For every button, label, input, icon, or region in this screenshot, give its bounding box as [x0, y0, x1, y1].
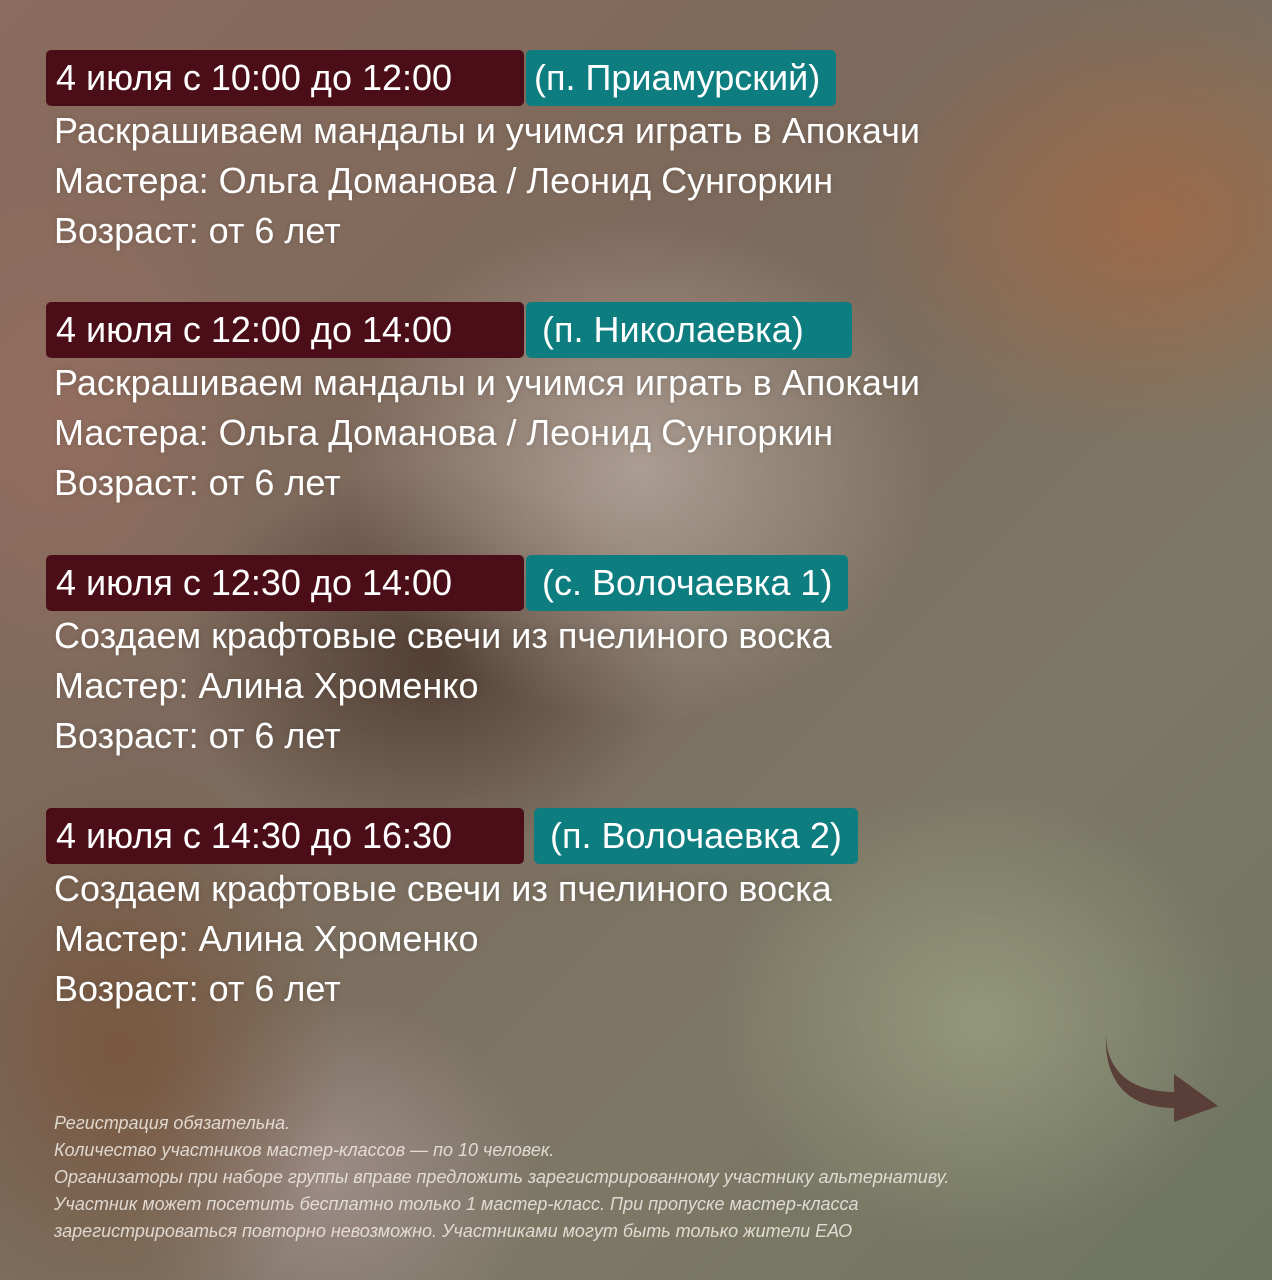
- session-masters: Мастера: Ольга Доманова / Леонид Сунгоркин: [54, 412, 834, 453]
- session-2: [46, 302, 920, 508]
- session-4: [46, 808, 842, 1014]
- footer-line: Количество участников мастер-классов — по 10 человек.: [54, 1140, 555, 1160]
- session-header: [46, 555, 832, 611]
- session-location: (п. Волочаевка 2): [534, 808, 858, 864]
- footer-line: Участник может посетить бесплатно только 1 мастер-класс. При пропуске мастер-класса: [54, 1194, 859, 1214]
- session-masters: Мастер: Алина Хроменко: [54, 918, 479, 959]
- session-location: (п. Николаевка): [526, 302, 852, 358]
- registration-notes: [54, 1110, 1234, 1245]
- session-date: 4 июля с 12:30 до 14:00: [46, 555, 524, 611]
- session-header: [46, 808, 842, 864]
- session-date: 4 июля с 12:00 до 14:00: [46, 302, 524, 358]
- session-masters: Мастера: Ольга Доманова / Леонид Сунгоркин: [54, 160, 834, 201]
- session-header: [46, 50, 920, 106]
- session-age: Возраст: от 6 лет: [54, 968, 341, 1009]
- session-date: 4 июля с 14:30 до 16:30: [46, 808, 524, 864]
- session-3: [46, 555, 832, 761]
- footer-line: Регистрация обязательна.: [54, 1113, 291, 1133]
- session-date: 4 июля с 10:00 до 12:00: [46, 50, 524, 106]
- session-1: [46, 50, 920, 256]
- session-activity: Раскрашиваем мандалы и учимся играть в Апокачи: [54, 362, 920, 403]
- session-age: Возраст: от 6 лет: [54, 210, 341, 251]
- session-location: (п. Приамурский): [526, 50, 836, 106]
- session-masters: Мастер: Алина Хроменко: [54, 665, 479, 706]
- session-age: Возраст: от 6 лет: [54, 462, 341, 503]
- footer-line: зарегистрироваться повторно невозможно. Участниками могут быть только жители ЕАО: [54, 1221, 853, 1241]
- session-activity: Создаем крафтовые свечи из пчелиного воска: [54, 868, 832, 909]
- session-activity: Раскрашиваем мандалы и учимся играть в Апокачи: [54, 110, 920, 151]
- session-age: Возраст: от 6 лет: [54, 715, 341, 756]
- session-location: (с. Волочаевка 1): [526, 555, 848, 611]
- session-header: [46, 302, 920, 358]
- session-activity: Создаем крафтовые свечи из пчелиного воска: [54, 615, 832, 656]
- footer-line: Организаторы при наборе группы вправе предложить зарегистрированному участнику альтернативу.: [54, 1167, 950, 1187]
